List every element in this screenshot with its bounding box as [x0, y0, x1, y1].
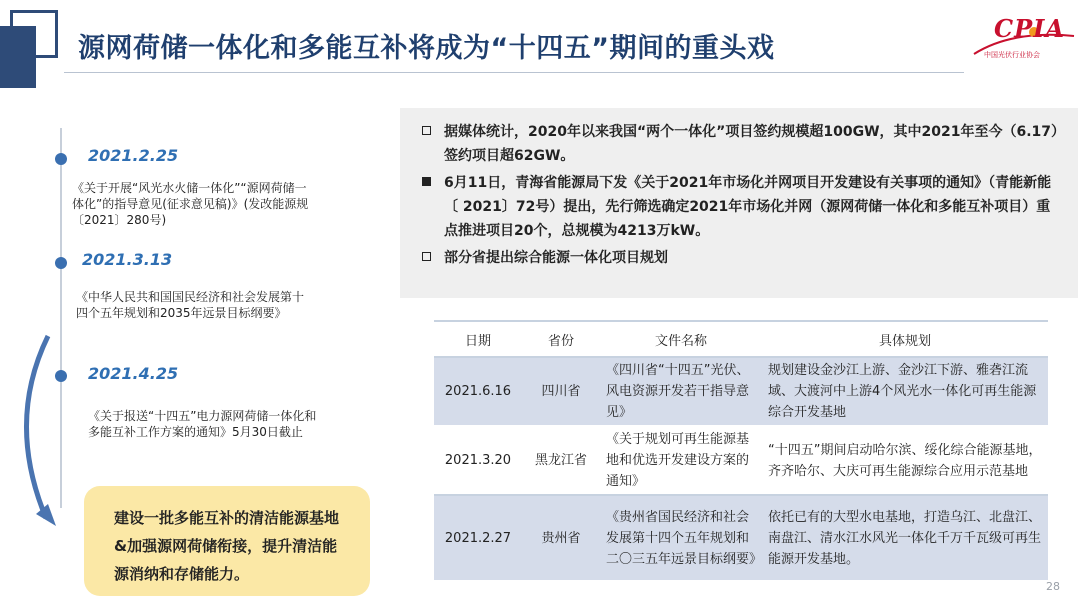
timeline-text: 《关于开展“风光水火储一体化”“源网荷储一体化”的指导意见(征求意见稿)》(发改能源规〔2021〕280号) — [72, 181, 309, 227]
cell-province: 四川省 — [522, 357, 600, 426]
cell-date: 2021.2.27 — [434, 495, 522, 581]
cell-plan: 规划建设金沙江上游、金沙江下游、雅砻江流域、大渡河中上游4个风光水一体化可再生能源综合开发基地 — [762, 357, 1048, 426]
timeline-dot — [55, 257, 67, 269]
bullet-item — [444, 246, 1060, 270]
bullet-item — [444, 120, 1060, 168]
callout-box: 建设一批多能互补的清洁能源基地&加强源网荷储衔接，提升清洁能源消纳和存储能力。 — [84, 486, 370, 596]
bullet-text: 部分省提出综合能源一体化项目规划 — [444, 250, 668, 266]
cell-plan: 依托已有的大型水电基地，打造乌江、北盘江、南盘江、清水江水风光一体化千万千瓦级可再生能源开发基地。 — [762, 495, 1048, 581]
page-title: 源网荷储一体化和多能互补将成为“十四五”期间的重头戏 — [78, 33, 775, 64]
bullets-panel — [400, 108, 1078, 298]
cell-province: 黑龙江省 — [522, 426, 600, 495]
timeline-date: 2021.4.25 — [88, 364, 179, 383]
corner-square-fill — [0, 26, 36, 88]
table-header-row — [434, 321, 1048, 357]
logo: CPIA — [994, 14, 1065, 43]
arrow-arc-icon — [18, 332, 68, 532]
logo-subtitle: 中国光伏行业协会 — [984, 51, 1040, 59]
cell-doc: 《贵州省国民经济和社会发展第十四个五年规划和二〇三五年远景目标纲要》 — [600, 495, 762, 581]
column-header: 具体规划 — [762, 321, 1048, 357]
timeline-date: 2021.3.13 — [82, 250, 173, 269]
cell-province: 贵州省 — [522, 495, 600, 581]
bullet-text: 据媒体统计，2020年以来我国“两个一体化”项目签约规模超100GW，其中2021年至今（6.17）签约项目超62GW。 — [444, 124, 1059, 164]
cell-doc: 《关于规划可再生能源基地和优选开发建设方案的通知》 — [600, 426, 762, 495]
table-row — [434, 357, 1048, 426]
filled-square-icon — [422, 177, 431, 186]
timeline-date: 2021.2.25 — [88, 146, 179, 165]
checkbox-square-icon — [422, 252, 431, 261]
page-number: 28 — [1046, 580, 1060, 593]
checkbox-square-icon — [422, 126, 431, 135]
title-divider — [64, 72, 964, 73]
cell-date: 2021.3.20 — [434, 426, 522, 495]
timeline-dot — [55, 153, 67, 165]
column-header: 省份 — [522, 321, 600, 357]
column-header: 文件名称 — [600, 321, 762, 357]
bullet-text: 6月11日，青海省能源局下发《关于2021年市场化并网项目开发建设有关事项的通知》（青能新能〔 2021〕72号）提出，先行筛选确定2021年市场化并网（源网荷储一体化和多能互补项目）重点推进项目20个，总规模为4213万kW。 — [444, 175, 1052, 239]
plans-table — [434, 320, 1048, 582]
bullet-item — [444, 171, 1060, 243]
cell-plan: “十四五”期间启动哈尔滨、绥化综合能源基地，齐齐哈尔、大庆可再生能源综合应用示范基地 — [762, 426, 1048, 495]
column-header: 日期 — [434, 321, 522, 357]
cell-date: 2021.6.16 — [434, 357, 522, 426]
timeline-text: 《关于报送“十四五”电力源网荷储一体化和多能互补工作方案的通知》5月30日截止 — [88, 409, 317, 439]
cell-doc: 《四川省“十四五”光伏、风电资源开发若干指导意见》 — [600, 357, 762, 426]
timeline-text: 《中华人民共和国国民经济和社会发展第十四个五年规划和2035年远景目标纲要》 — [76, 290, 305, 320]
table-row — [434, 495, 1048, 581]
table-row — [434, 426, 1048, 495]
